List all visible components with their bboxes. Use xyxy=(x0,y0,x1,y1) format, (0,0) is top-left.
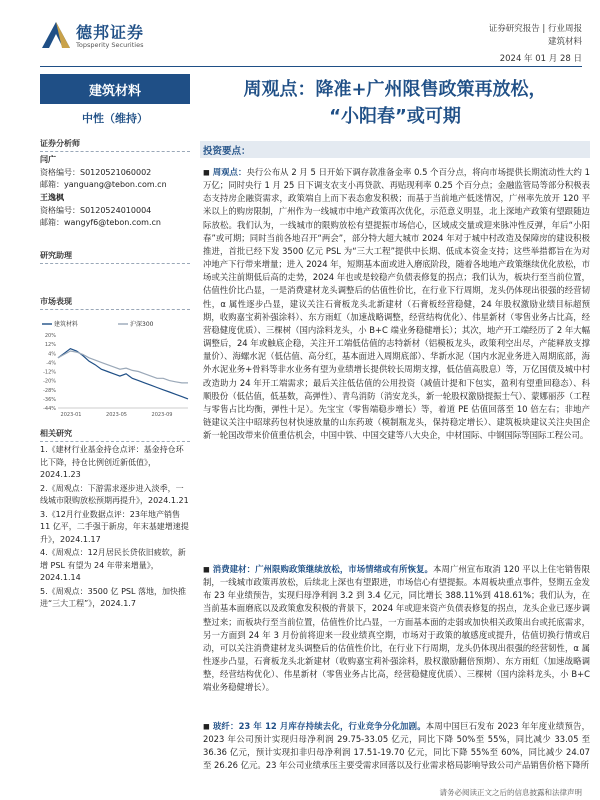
title-line-2: “小阳春”或可期 xyxy=(329,106,461,127)
legend-label-2: 沪深300 xyxy=(130,321,154,328)
analyst-block-1 xyxy=(40,154,190,192)
header-industry: 建筑材料 xyxy=(547,37,582,47)
analyst-name: 闫广 xyxy=(40,155,56,164)
report-type: 证券研究报告 | 行业周报 xyxy=(488,24,582,34)
analyst-name: 王逸枫 xyxy=(40,193,64,202)
paragraph-body: 央行公布从 2 月 5 日开始下调存款准备金率 0.5 个百分点，将向市场提供长期流动性大约 1 万亿；同时央行 1 月 25 日下调支农支小再贷款、再贴现利率 0.25 个百分点；金融监管局等部分积极表态支持房企融资需求，政策端自上而下表态愈发积极；而基于当前地产低迷情况，广州率先放开 120 平米以上的购房限制，广州作为一线城市中地产政策再次优化，示范意义明显，北上深地产政策有望跟随边际放松。我们认为，一线城市的限购放松有望提振市场信心，区域成交量或迎来脉冲性反弹，年后“小阳春”或可期；同时当前各地召开“两会”，部分特大超大城市 2024 年对于城中村改造及保障房的建设积极推进，首批已经下发 3500 亿元 PSL 为“三大工程”提供中长期、低成本资金支持；这些举措都旨在为对冲地产下行带来增量；进入 2024 年，短期基本面或进入磨底阶段，随着各地地产政策继续优化放松，市场或关注前期低后高的走势，2024 年也或是较稳产负债表修复的拐点；我们认为，板块行至当前位置，估值性价比凸显，一是消费建材龙头调整后的估值性价比，在行业下行周期，龙头仍体现出很强的经营韧性，α 属性逐步凸显，建议关注石膏板龙头北新建材（石膏板经营稳健，24 年股权激励业绩目标超预期，收购嘉宝莉补强涂料）、东方雨虹（加速战略调整，经营结构优化）、伟星新材（零售业务占比高，经营稳健度优质）、三棵树（国内涂料龙头，小 B+C 端业务稳健增长）；其次，地产开工端经历了 2 年大幅调整后，24 年或触底企稳，关注开工端低估值的志特新材（铝模板龙头，政策利空出尽，产能释放支撑量价）、海螺水泥（低估值、高分红，基本面进入周期底部）、华新水泥（国内水泥业务进入周期底部，海外水泥业务+骨料等非水业务有望为业绩增长提供较长周期支撑，低估值高股息）等，万亿国债及城中村改造助力 24 年开工端需求；最后关注低估值的公用投资（减值计提和下包实，盈利有望重回稳态）、科顺股份（低估值，低基数，高弹性）、青鸟消防（消安龙头，新一轮股权激励提振士气）、蒙娜丽莎（工程与零售占比均衡，弹性十足）。先宝宝（零售端稳步增长）等，着道 PE 估值回落至 10 倍左右；非地产链建议关注中昭球药包材快速放量的山东药玻（模制瓶龙头，保持稳定增长）、建筑板块建议关注央国企新一轮国改带来价值重估机会，中国中铁、中国交建等八大央企，中材国际、中钢国际等国际工程公司。 xyxy=(203,167,591,441)
x-tick-label: 2023-05 xyxy=(106,412,127,418)
title-line-1: 周观点：降准+广州限售政策再放松， xyxy=(243,79,547,100)
footer-disclaimer: 请务必阅读正文之后的信息披露和法律声明 xyxy=(439,788,582,797)
report-date: 2024 年 01 月 28 日 xyxy=(499,54,582,64)
y-tick-label: -36% xyxy=(43,396,56,403)
company-name-en: Topsperity Securities xyxy=(76,41,144,49)
x-tick-label: 2023-09 xyxy=(151,412,173,418)
company-name: 德邦证券 xyxy=(76,23,145,42)
related-item[interactable]: 5.《周观点：3500 亿 PSL 落地，加快推进“三大工程”》，2024.1.7 xyxy=(40,586,186,608)
paragraph-lead: 周观点： xyxy=(212,167,247,177)
bullet-icon: ◼ xyxy=(203,167,213,177)
y-tick-label: -20% xyxy=(43,378,56,385)
market-heading: 市场表现 xyxy=(40,296,190,310)
legend-label-1: 建筑材料 xyxy=(54,321,79,328)
bullet-icon: ◼ xyxy=(203,564,213,574)
paragraph-body: 本周广州宣布取消 120 平以上住宅销售限制，一线城市政策再放松，后续北上深也有望跟进，市场信心有望提振。本周板块重点事件，竖期五金发布 23 年业绩预告，实现归母净利润 3.2 到 3.4 亿元，同比增长 388.11%到 418.61%；我们认为，在当前基本面磨底以及政策愈发积极的背景下，2024 年或迎来资产负债表修复的拐点，龙头企业已逐步调整过来；而板块行至当前位置，估值性价比凸显，一方面基本面的走弱或加快相关政策出台或托底需求，另一方面到 24 年 3 月份前将迎来一段业绩真空期，市场对于政策的敏感度或提升，估值切换行情或启动，可以关注消费建材龙头调整后的估值性价比，在行业下行周期，龙头仍体现出很强的经营韧性，α 属性逐步凸显，石膏板龙头北新建材（收购嘉宝莉补强涂料，股权激励翻倍预期）、东方雨虹（加速战略调整，经营结构优化）、伟星新材（零售业务占比高，经营稳健度优质）、三棵树（国内涂料龙头，小 B+C 端业务稳健增长）。 xyxy=(203,564,590,693)
company-logo-icon xyxy=(40,20,72,50)
analyst-cert: 资格编号：S0120524010004 xyxy=(40,205,152,215)
paragraph-fiberglass xyxy=(203,720,590,773)
y-tick-label: 4% xyxy=(48,351,56,358)
paragraph-weekly-view xyxy=(203,166,590,442)
analyst-cert: 资格编号：S0120521060002 xyxy=(40,167,152,177)
paragraph-consumer-building-materials xyxy=(203,563,590,695)
related-item[interactable]: 3.《12月行业数据点评：23年地产销售 11 亿平，二手强于新房，年末基建增速提升》，2024.1.17 xyxy=(40,509,189,544)
key-points-label: 投资要点： xyxy=(203,146,251,157)
paragraph-lead: 消费建材：广州限购政策继续放松，市场情绪或有所恢复。 xyxy=(212,564,434,574)
key-points-bar xyxy=(200,141,590,158)
y-tick-label: -28% xyxy=(43,387,56,394)
series-line-沪深300 xyxy=(58,351,188,383)
related-research-list xyxy=(40,444,190,612)
related-item[interactable]: 4.《周观点：12月居民长贷依旧疲软，新增 PSL 有望为 24 年带来增量》，2024.1.14 xyxy=(40,548,186,582)
analyst-heading: 证券分析师 xyxy=(40,138,190,152)
sector-label: 建筑材料 xyxy=(40,74,190,104)
analyst-block-2 xyxy=(40,192,190,230)
rating: 中性（维持） xyxy=(82,112,148,125)
report-title xyxy=(200,76,590,130)
bullet-icon: ◼ xyxy=(203,721,213,731)
y-tick-label: -12% xyxy=(43,369,56,376)
analyst-email[interactable]: 邮箱：yanguang@tebon.com.cn xyxy=(40,180,167,189)
y-tick-label: 12% xyxy=(44,342,56,349)
y-tick-label: -44% xyxy=(43,406,56,412)
related-heading: 相关研究 xyxy=(40,428,190,442)
y-tick-label: 20% xyxy=(44,333,56,339)
analyst-email[interactable]: 邮箱：wangyf6@tebon.com.cn xyxy=(40,218,161,227)
y-tick-label: -4% xyxy=(46,360,56,367)
header-divider xyxy=(40,66,582,67)
market-performance-chart xyxy=(40,315,190,420)
assistant-heading: 研究助理 xyxy=(40,250,190,264)
x-tick-label: 2023-01 xyxy=(60,412,82,418)
series-line-建筑材料 xyxy=(58,349,188,399)
paragraph-body: 本周中国巨石发布 2023 年年度业绩预告，2023 年公司预计实现归母净利润 29.75-33.05 亿元，同比下降 50%至 55%，同比减少 33.05 至 36.36 亿元，预计实现扣非归母净利润 17.51-19.70 亿元，同比下降 55%至 60%，同比减少 24.07 至 26.26 亿元。23 年公司业绩承压主要受需求回落以及行业需求格局影响导致公司产品销售价格下降所 xyxy=(203,721,590,771)
related-item[interactable]: 2.《周观点：下游需求逐步进入淡季，一线城市限购放松预期再提升》，2024.1.21 xyxy=(40,483,189,505)
paragraph-lead: 玻纤：23 年 12 月库存持续去化，行业竞争分化加剧。 xyxy=(212,721,426,731)
related-item[interactable]: 1.《建材行业基金持仓点评：基金持仓环比下降，持仓比例创近新低值》，2024.1.23 xyxy=(40,445,184,479)
